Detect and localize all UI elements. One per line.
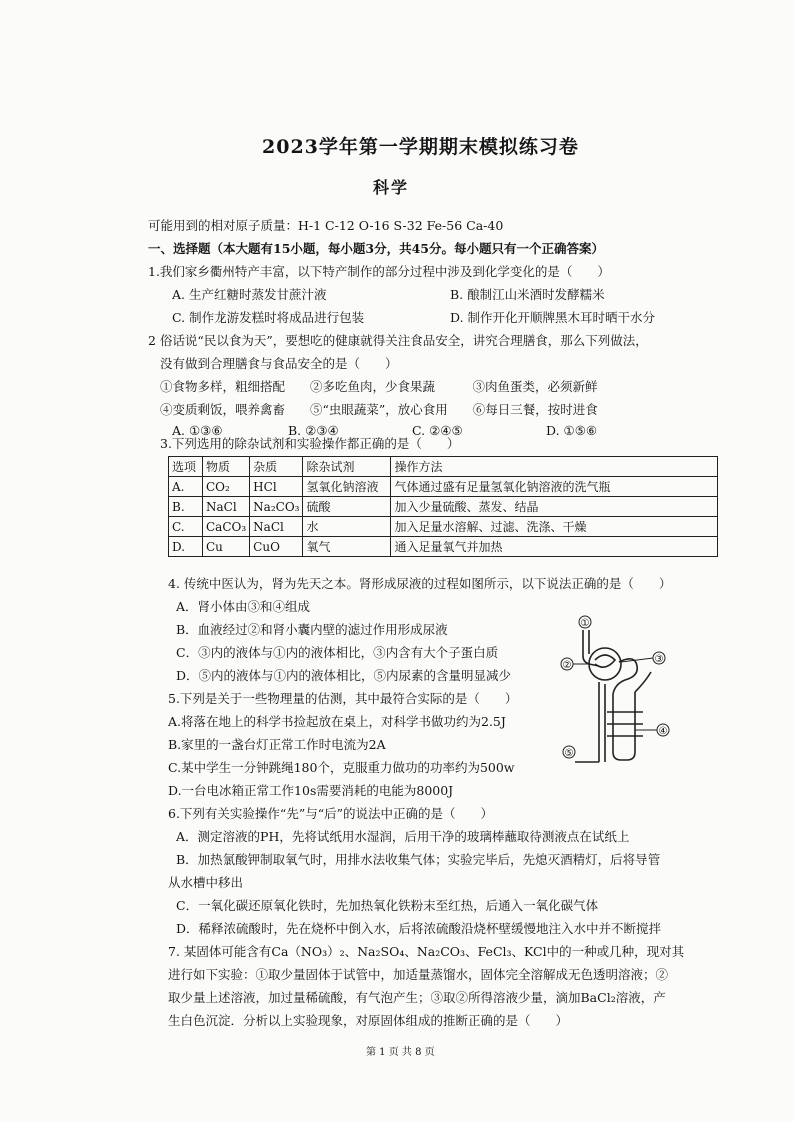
table-row: [169, 537, 718, 557]
q5-option-d: D.一台电冰箱正常工作10s需要消耗的电能为8000J: [168, 783, 454, 798]
table-row: [169, 517, 718, 537]
table-row: [169, 497, 718, 517]
q2-option-c: C. ②④⑤: [412, 423, 463, 438]
table-header-cell: 操作方法: [391, 457, 718, 477]
q4-option-b: B．血液经过②和肾小囊内壁的滤过作用形成尿液: [176, 622, 448, 637]
q1-option-b: B. 酿制江山米酒时发酵糯米: [450, 287, 605, 302]
table-cell: 氧气: [303, 537, 391, 557]
table-header-row: [169, 457, 718, 477]
q5-stem: 5.下列是关于一些物理量的估测，其中最符合实际的是（ ）: [168, 691, 518, 706]
q4-option-a: A．肾小体由③和④组成: [176, 599, 311, 614]
table-cell: 通入足量氧气并加热: [391, 537, 718, 557]
q2-items-row1: ①食物多样，粗细搭配 ②多吃鱼肉，少食果蔬 ③肉鱼蛋类，必须新鲜: [160, 379, 598, 394]
q6-option-a: A．测定溶液的PH，先将试纸用水湿润，后用干净的玻璃棒蘸取待测液点在试纸上: [176, 829, 630, 844]
q2-stem-line2: 没有做到合理膳食与食品安全的是（ ）: [160, 356, 398, 371]
table-header-cell: 杂质: [250, 457, 303, 477]
table-cell: D.: [169, 537, 203, 557]
page-footer: 第 1 页 共 8 页: [366, 1047, 435, 1058]
table-cell: Na₂CO₃: [250, 497, 303, 517]
table-cell: HCl: [250, 477, 303, 497]
table-cell: NaCl: [203, 497, 250, 517]
q7-line1: 7. 某固体可能含有Ca（NO₃）₂、Na₂SO₄、Na₂CO₃、FeCl₃、KCl中的一种或几种，现对其: [168, 944, 685, 959]
table-cell: Cu: [203, 537, 250, 557]
table-cell: 氢氧化钠溶液: [303, 477, 391, 497]
q7-line3: 取少量上述溶液，加过量稀硫酸，有气泡产生；③取②所得溶液少量，滴加BaCl₂溶液，产: [168, 990, 666, 1005]
q7-line2: 进行如下实验：①取少量固体于试管中，加适量蒸馏水，固体完全溶解成无色透明溶液；②: [168, 967, 669, 982]
q1-option-d: D. 制作开化开顺牌黑木耳时晒干水分: [450, 310, 656, 325]
page-title: 2023学年第一学期期末模拟练习卷: [262, 136, 579, 158]
diagram-label-1: ①: [580, 618, 590, 629]
table-header-cell: 物质: [203, 457, 250, 477]
q7-line4: 生白色沉淀．分析以上实验现象，对原固体组成的推断正确的是（ ）: [168, 1013, 569, 1028]
q6-option-c: C．一氧化碳还原氧化铁时，先加热氧化铁粉末至红热，后通入一氧化碳气体: [176, 898, 599, 913]
subject-title: 科学: [373, 178, 410, 197]
q1-option-c: C. 制作龙游发糕时将成品进行包装: [172, 310, 365, 325]
q4-stem: 4. 传统中医认为，肾为先天之本。肾形成尿液的过程如图所示，以下说法正确的是（ ）: [168, 576, 672, 591]
q3-stem: 3.下列选用的除杂试剂和实验操作都正确的是（ ）: [160, 436, 460, 451]
diagram-label-3: ③: [654, 654, 664, 665]
table-cell: 水: [303, 517, 391, 537]
diagram-label-5: ⑤: [564, 748, 574, 759]
table-row: [169, 477, 718, 497]
q4-option-c: C．③内的液体与①内的液体相比，③内含有大个子蛋白质: [176, 645, 499, 660]
table-cell: 硫酸: [303, 497, 391, 517]
section-heading: 一、选择题（本大题有15小题，每小题3分，共45分。每小题只有一个正确答案）: [148, 241, 604, 256]
q4-option-d: D．⑤内的液体与①内的液体相比，⑤内尿素的含量明显减少: [176, 668, 512, 683]
q6-stem: 6.下列有关实验操作“先”与“后”的说法中正确的是（ ）: [168, 806, 493, 821]
q2-option-d: D. ①⑤⑥: [546, 423, 598, 438]
nephron-diagram: [555, 612, 675, 772]
q5-option-a: A.将落在地上的科学书捡起放在桌上，对科学书做功约为2.5J: [168, 714, 506, 729]
q5-option-c: C.某中学生一分钟跳绳180个，克服重力做功的功率约为500w: [168, 760, 515, 775]
q6-option-d: D．稀释浓硫酸时，先在烧杯中倒入水，后将浓硫酸沿烧杯壁缓慢地注入水中并不断搅拌: [176, 921, 662, 936]
q2-items-row2: ④变质剩饭，喂养禽畜 ⑤“虫眼蔬菜”，放心食用 ⑥每日三餐，按时进食: [160, 402, 598, 417]
diagram-label-2: ②: [562, 660, 572, 671]
table-header-cell: 选项: [169, 457, 203, 477]
table-cell: C.: [169, 517, 203, 537]
table-cell: CuO: [250, 537, 303, 557]
q1-stem: 1.我们家乡衢州特产丰富，以下特产制作的部分过程中涉及到化学变化的是（ ）: [148, 264, 610, 279]
q2-option-b: B. ②③④: [288, 423, 339, 438]
diagram-label-4: ④: [658, 726, 668, 737]
table-cell: CaCO₃: [203, 517, 250, 537]
table-cell: 加入少量硫酸、蒸发、结晶: [391, 497, 718, 517]
q5-option-b: B.家里的一盏台灯正常工作时电流为2A: [168, 737, 386, 752]
atomic-mass-line: 可能用到的相对原子质量：H-1 C-12 O-16 S-32 Fe-56 Ca-40: [148, 218, 504, 233]
q6-option-b-line2: 从水槽中移出: [168, 875, 244, 890]
q6-option-b-line1: B．加热氯酸钾制取氧气时，用排水法收集气体；实验完毕后，先熄灭酒精灯，后将导管: [176, 852, 661, 867]
q1-option-a: A. 生产红糖时蒸发甘蔗汁液: [172, 287, 327, 302]
table-cell: B.: [169, 497, 203, 517]
q2-stem-line1: 2 俗话说“民以食为天”，要想吃的健康就得关注食品安全，讲究合理膳食，那么下列做法，: [148, 333, 648, 348]
table-header-cell: 除杂试剂: [303, 457, 391, 477]
q3-table: [168, 456, 718, 557]
table-cell: A.: [169, 477, 203, 497]
table-cell: 加入足量水溶解、过滤、洗涤、干燥: [391, 517, 718, 537]
table-cell: 气体通过盛有足量氢氧化钠溶液的洗气瓶: [391, 477, 718, 497]
q2-option-a: A. ①③⑥: [172, 423, 223, 438]
table-cell: CO₂: [203, 477, 250, 497]
table-cell: NaCl: [250, 517, 303, 537]
